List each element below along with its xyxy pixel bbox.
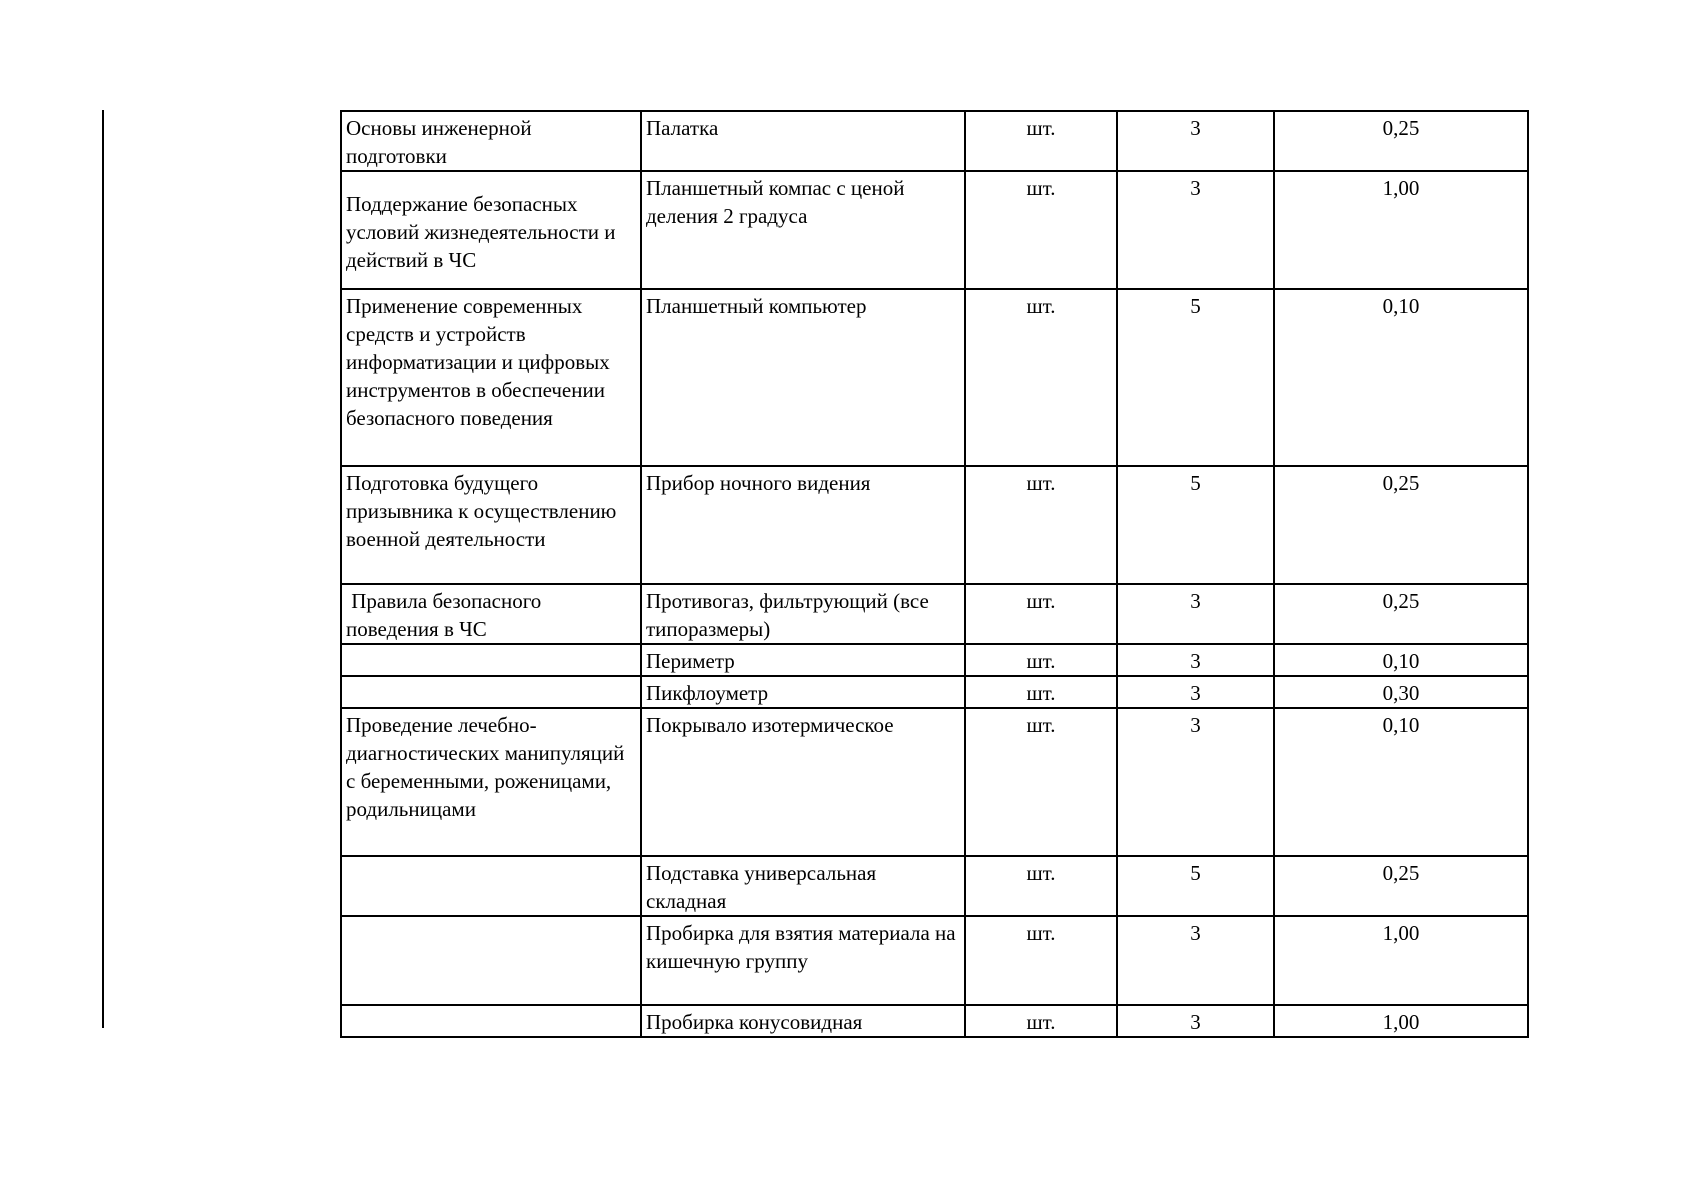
unit-cell: шт. bbox=[965, 1005, 1117, 1037]
table-row bbox=[341, 289, 1528, 466]
topic-cell bbox=[341, 1005, 641, 1037]
topic-cell bbox=[341, 676, 641, 708]
qty-cell: 3 bbox=[1117, 916, 1274, 1005]
item-cell: Покрывало изотермическое bbox=[641, 708, 965, 856]
unit-cell: шт. bbox=[965, 289, 1117, 466]
table-row bbox=[341, 171, 1528, 289]
unit-cell: шт. bbox=[965, 708, 1117, 856]
item-cell: Периметр bbox=[641, 644, 965, 676]
table-row bbox=[341, 1005, 1528, 1037]
qty-cell: 3 bbox=[1117, 171, 1274, 289]
item-cell: Планшетный компас с ценой деления 2 градуса bbox=[641, 171, 965, 289]
unit-cell: шт. bbox=[965, 676, 1117, 708]
unit-cell: шт. bbox=[965, 916, 1117, 1005]
unit-cell: шт. bbox=[965, 466, 1117, 584]
coef-cell: 0,10 bbox=[1274, 644, 1528, 676]
item-cell: Планшетный компьютер bbox=[641, 289, 965, 466]
topic-cell: Подготовка будущего призывника к осуществлению военной деятельности bbox=[341, 466, 641, 584]
qty-cell: 3 bbox=[1117, 1005, 1274, 1037]
table-row bbox=[341, 644, 1528, 676]
item-cell: Прибор ночного видения bbox=[641, 466, 965, 584]
item-cell: Пикфлоуметр bbox=[641, 676, 965, 708]
qty-cell: 3 bbox=[1117, 644, 1274, 676]
coef-cell: 0,25 bbox=[1274, 466, 1528, 584]
topic-cell bbox=[341, 644, 641, 676]
equipment-table bbox=[340, 110, 1529, 1038]
qty-cell: 3 bbox=[1117, 111, 1274, 171]
margin-rule bbox=[102, 110, 104, 1028]
unit-cell: шт. bbox=[965, 856, 1117, 916]
table-row bbox=[341, 856, 1528, 916]
coef-cell: 0,10 bbox=[1274, 708, 1528, 856]
topic-cell: Применение современных средств и устройств информатизации и цифровых инструментов в обеспечении безопасного поведения bbox=[341, 289, 641, 466]
topic-cell bbox=[341, 916, 641, 1005]
item-cell: Подставка универсальная складная bbox=[641, 856, 965, 916]
table-row bbox=[341, 916, 1528, 1005]
table-row bbox=[341, 584, 1528, 644]
qty-cell: 5 bbox=[1117, 856, 1274, 916]
coef-cell: 0,25 bbox=[1274, 856, 1528, 916]
coef-cell: 1,00 bbox=[1274, 916, 1528, 1005]
table-row bbox=[341, 111, 1528, 171]
table-row bbox=[341, 466, 1528, 584]
coef-cell: 0,25 bbox=[1274, 584, 1528, 644]
coef-cell: 0,10 bbox=[1274, 289, 1528, 466]
topic-cell: Правила безопасного поведения в ЧС bbox=[341, 584, 641, 644]
unit-cell: шт. bbox=[965, 111, 1117, 171]
item-cell: Пробирка конусовидная bbox=[641, 1005, 965, 1037]
topic-cell: Проведение лечебно-диагностических манипуляций с беременными, роженицами, родильницами bbox=[341, 708, 641, 856]
unit-cell: шт. bbox=[965, 584, 1117, 644]
topic-cell bbox=[341, 856, 641, 916]
item-cell: Палатка bbox=[641, 111, 965, 171]
coef-cell: 1,00 bbox=[1274, 171, 1528, 289]
qty-cell: 3 bbox=[1117, 676, 1274, 708]
qty-cell: 5 bbox=[1117, 466, 1274, 584]
table-row bbox=[341, 708, 1528, 856]
table-row bbox=[341, 676, 1528, 708]
unit-cell: шт. bbox=[965, 644, 1117, 676]
topic-cell: Поддержание безопасных условий жизнедеятельности и действий в ЧС bbox=[341, 171, 641, 289]
unit-cell: шт. bbox=[965, 171, 1117, 289]
topic-cell: Основы инженерной подготовки bbox=[341, 111, 641, 171]
coef-cell: 0,30 bbox=[1274, 676, 1528, 708]
qty-cell: 5 bbox=[1117, 289, 1274, 466]
qty-cell: 3 bbox=[1117, 584, 1274, 644]
item-cell: Противогаз, фильтрующий (все типоразмеры) bbox=[641, 584, 965, 644]
coef-cell: 1,00 bbox=[1274, 1005, 1528, 1037]
item-cell: Пробирка для взятия материала на кишечную группу bbox=[641, 916, 965, 1005]
qty-cell: 3 bbox=[1117, 708, 1274, 856]
coef-cell: 0,25 bbox=[1274, 111, 1528, 171]
